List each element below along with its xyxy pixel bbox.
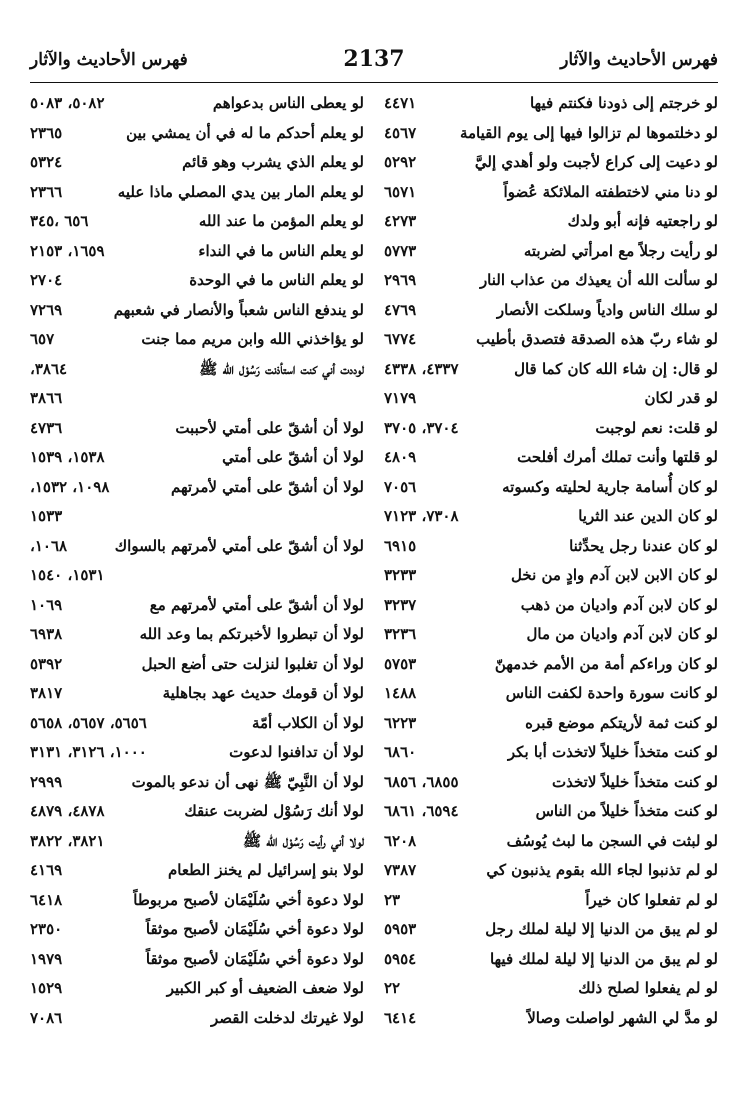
index-entry	[30, 149, 364, 179]
entry-refs: ٤٢٧٣	[384, 212, 417, 230]
index-entry	[30, 208, 364, 238]
entry-text: لو قال: إن شاء الله كان كما قال	[514, 359, 718, 378]
index-entry	[30, 267, 364, 297]
entry-refs: ٧٠٥٦	[384, 477, 417, 496]
entry-refs: ٦٨٦٠	[384, 743, 417, 761]
entry-text: لو كان وراءكم أمة من الأمم خدمهنّ	[494, 654, 718, 673]
entry-refs: ٥٠٨٢، ٥٠٨٣	[30, 94, 105, 112]
entry-text: لولا دعوة أخي سُلَيْمَان لأصبح موثقاً	[145, 920, 364, 938]
index-entry	[384, 769, 718, 799]
entry-refs: ٣٢٣٦	[384, 625, 417, 643]
entry-refs: ٣٨٦٤،	[30, 359, 68, 378]
entry-refs: ٢٣٦٥	[30, 123, 63, 142]
entry-refs: ٢٩٩٩	[30, 772, 63, 791]
entry-text: لو يعلم المؤمن ما عند الله	[198, 212, 364, 230]
entry-refs: ١٠٩٨، ١٥٣٢،	[30, 477, 110, 496]
entry-text: لو يعلم المار بين يدي المصلي ماذا عليه	[117, 182, 364, 201]
index-entry	[30, 238, 364, 268]
index-entry	[30, 1005, 364, 1035]
entry-refs: ١٦٥٩، ٢١٥٣	[30, 241, 105, 260]
index-entry	[30, 356, 364, 415]
entry-text: لو كان لابن آدم واديان من مال	[526, 625, 718, 643]
entry-refs: ٥٣٩٢	[30, 654, 63, 673]
index-entry	[30, 739, 364, 769]
index-entry	[384, 208, 718, 238]
entry-refs: ٢٣٦٦	[30, 182, 63, 201]
entry-refs: ٤٤٧١	[384, 94, 417, 112]
index-entry	[384, 179, 718, 209]
index-entry	[30, 120, 364, 150]
entry-text: لولا أن أشقّ على أمتي لأمرتهم بالسواك	[114, 536, 364, 555]
index-entry	[384, 149, 718, 179]
entry-refs: ٢٩٦٩	[384, 271, 417, 289]
entry-refs: ٤٨٧٨، ٤٨٧٩	[30, 802, 105, 820]
index-entry	[30, 533, 364, 592]
entry-text: لولا أنك رَسُوْل لضربت عنقك	[184, 802, 364, 820]
entry-text: لو لبثت في السجن ما لبث يُوسُف	[506, 831, 718, 850]
entry-refs: ٤٣٣٧، ٤٣٣٨	[384, 359, 459, 378]
entry-text: لو مدَّ لي الشهر لواصلت وصالاً	[527, 1008, 718, 1027]
header-left-title: فهرس الأحاديث والآثار	[30, 50, 188, 70]
entry-text: لو رأيت رجلاً مع امرأتي لضربته	[523, 241, 718, 260]
entry-refs: ٢٧٠٤	[30, 271, 63, 289]
entry-refs: ٥٩٥٣	[384, 920, 417, 938]
entry-refs-continued: ١٥٣٣	[30, 506, 63, 525]
index-entry	[384, 798, 718, 828]
entry-refs: ٣٨٢١، ٣٨٢٢	[30, 831, 105, 850]
entry-text: لو دنا مني لاختطفته الملائكة عُضواً	[503, 182, 718, 201]
entry-refs: ٣٢٣٣	[384, 566, 417, 584]
index-entry	[30, 444, 364, 474]
entry-text: لو خرجتم إلى ذودنا فكنتم فيها	[529, 94, 718, 112]
entry-refs: ٦٥٧١	[384, 182, 417, 201]
entry-refs: ١٠٦٨،	[30, 536, 68, 555]
entry-refs: ٦٥٧	[30, 330, 55, 348]
entry-refs: ٦٨٥٥، ٦٨٥٦	[384, 772, 459, 791]
entry-refs: ٦٤١٤	[384, 1008, 417, 1027]
index-entry	[30, 946, 364, 976]
entry-refs: ٥٩٥٤	[384, 949, 417, 968]
entry-refs: ٣٢٣٧	[384, 595, 417, 614]
entry-refs: ٦٢٢٣	[384, 713, 417, 732]
left-column	[30, 90, 364, 1034]
entry-text: لو يؤاخذني الله وابن مريم مما جنت	[141, 330, 364, 348]
entry-refs: ١٠٠٠، ٣١٢٦، ٣١٣١	[30, 743, 147, 761]
entry-text: لولا أن تغلبوا لنزلت حتى أضع الحبل	[141, 654, 364, 673]
index-entry	[384, 857, 718, 887]
entry-refs: ٥٧٥٣	[384, 654, 417, 673]
index-entry	[30, 798, 364, 828]
entry-text: لولا أن تدافنوا لدعوت	[229, 743, 364, 761]
entry-text: لو كنت ثمة لأريتكم موضع قبره	[525, 713, 718, 732]
entry-text: لو لم يبق من الدنيا إلا ليلة لملك فيها	[489, 949, 718, 968]
entry-text: لو لم يبق من الدنيا إلا ليلة لملك رجل	[485, 920, 718, 938]
entry-text: لو كنت متخذاً خليلاً لاتخذت أبا بكر	[507, 743, 718, 761]
entry-refs: ٦٥٦ ،٣٤٥	[30, 212, 89, 230]
entry-text: لولا أن تبطروا لأخبرتكم بما وعد الله	[139, 625, 364, 643]
index-entry	[384, 267, 718, 297]
index-entry	[30, 592, 364, 622]
index-entry	[30, 916, 364, 946]
entry-text: لو كان الدين عند الثريا	[578, 507, 718, 525]
entry-refs: ٧١٧٩	[384, 389, 417, 407]
entry-text: لو كنت متخذاً خليلاً لاتخذت	[551, 772, 718, 791]
index-entry	[384, 474, 718, 504]
entry-refs: ٤٥٦٧	[384, 123, 417, 142]
entry-text: لولا بنو إسرائيل لم يخنز الطعام	[167, 861, 364, 879]
index-entry	[30, 326, 364, 356]
entry-text: لو يعلم الذي يشرب وهو قائم	[182, 153, 364, 171]
entry-refs: ٢٢	[384, 979, 401, 997]
index-entry	[384, 90, 718, 120]
entry-refs: ٦٤١٨	[30, 890, 63, 909]
entry-text: لو كانت سورة واحدة لكفت الناس	[505, 684, 718, 702]
entry-text: لو يعلم أحدكم ما له في أن يمشي بين	[126, 123, 364, 142]
entry-text: لولا أن أشقّ على أمتي لأمرتهم	[170, 477, 364, 496]
entry-text: لو كنت متخذاً خليلاً من الناس	[535, 802, 718, 820]
index-entry	[30, 680, 364, 710]
entry-text: لو يعطى الناس بدعواهم	[212, 94, 364, 112]
index-entry	[384, 592, 718, 622]
entry-text: لولا أن قومك حديث عهد بجاهلية	[162, 684, 364, 702]
entry-refs: ١٤٨٨	[384, 684, 417, 702]
entry-text: لو يندفع الناس شعباً والأنصار في شعبهم	[113, 300, 364, 319]
entry-text: لولا دعوة أخي سُلَيْمَان لأصبح موثقاً	[145, 949, 364, 968]
index-entry	[384, 946, 718, 976]
entry-text: لولا أني رأيت رَسُوْل الله ﷺ	[242, 831, 364, 850]
index-entry	[384, 710, 718, 740]
entry-refs: ٥٣٢٤	[30, 153, 63, 171]
index-entry	[30, 415, 364, 445]
index-entry	[384, 887, 718, 917]
index-entry	[30, 621, 364, 651]
index-entry	[30, 297, 364, 327]
entry-text: لو راجعتيه فإنه أبو ولدك	[567, 212, 718, 230]
entry-text: لوددت أني كنت استأذنت رَسُوْل الله ﷺ	[199, 359, 364, 378]
index-entry	[384, 120, 718, 150]
entry-text: لولا أن أشقّ على أمتي	[222, 448, 364, 466]
entry-text: لو لم تفعلوا كان خيراً	[585, 890, 718, 909]
entry-text: لو كان عندنا رجل يحدِّثنا	[569, 536, 718, 555]
entry-refs: ٤٧٣٦	[30, 418, 63, 437]
entry-text: لولا أن أشقّ على أمتي لأمرتهم مع	[149, 595, 364, 614]
entry-text: لو قدر لكان	[644, 389, 718, 407]
index-entry	[384, 297, 718, 327]
entry-text: لولا ضعف الضعيف أو كبر الكبير	[166, 979, 364, 997]
index-entry	[384, 916, 718, 946]
index-entry	[30, 179, 364, 209]
entry-refs: ٤٧٦٩	[384, 300, 417, 319]
entry-text: لو قلتها وأنت تملك أمرك أفلحت	[517, 448, 718, 466]
index-entry	[384, 828, 718, 858]
index-entry	[384, 621, 718, 651]
index-entry	[384, 975, 718, 1005]
index-entry	[30, 90, 364, 120]
index-entry	[384, 356, 718, 386]
index-entry	[30, 769, 364, 799]
entry-refs: ٤٨٠٩	[384, 448, 417, 466]
index-entry	[384, 1005, 718, 1035]
entry-text: لو كان الابن لابن آدم وادٍ من نخل	[511, 566, 718, 584]
entry-refs: ٧٢٦٩	[30, 300, 63, 319]
entry-text: لو دعيت إلى كراع لأجبت ولو أهدي إليَّ	[474, 153, 718, 171]
index-entry	[384, 444, 718, 474]
entry-refs: ١٩٧٩	[30, 949, 63, 968]
entry-text: لو شاء ربّ هذه الصدقة فتصدق بأطيب	[476, 330, 718, 348]
entry-refs: ٥٧٧٣	[384, 241, 417, 260]
entry-refs: ٥٦٥٦، ٥٦٥٧، ٥٦٥٨	[30, 713, 147, 732]
entry-refs: ٤١٦٩	[30, 861, 63, 879]
entry-refs: ١٥٢٩	[30, 979, 63, 997]
entry-text: لولا دعوة أخي سُلَيْمَان لأصبح مربوطاً	[133, 890, 364, 909]
entry-refs: ١٥٣٨، ١٥٣٩	[30, 448, 105, 466]
index-entry	[384, 385, 718, 415]
entry-refs: ٦٩٣٨	[30, 625, 63, 643]
index-entry	[30, 710, 364, 740]
index-entry	[384, 651, 718, 681]
entry-refs-continued: ٣٨٦٦	[30, 388, 63, 407]
entry-text: لولا أن النَّبِيّ ﷺ نهى أن ندعو بالموت	[131, 772, 364, 791]
entry-text: لولا أن أشقّ على أمتي لأحببت	[175, 418, 364, 437]
index-entry	[384, 562, 718, 592]
entry-text: لولا أن الكلاب أمّة	[251, 713, 364, 732]
entry-refs: ٥٢٩٢	[384, 153, 417, 171]
entry-refs: ٢٣	[384, 890, 401, 909]
entry-refs: ٧٣٠٨، ٧١٢٣	[384, 507, 459, 525]
index-entry	[384, 533, 718, 563]
index-entry	[384, 415, 718, 445]
index-entry	[384, 739, 718, 769]
entry-refs: ٦٧٧٤	[384, 330, 417, 348]
entry-refs: ٦٥٩٤، ٦٨٦١	[384, 802, 459, 820]
entry-text: لو سلك الناس وادياً وسلكت الأنصار	[496, 300, 718, 319]
index-entry	[30, 474, 364, 533]
index-entry	[30, 887, 364, 917]
entry-refs: ٧٠٨٦	[30, 1008, 63, 1027]
entry-text: لو دخلتموها لم تزالوا فيها إلى يوم القيامة	[459, 123, 718, 142]
entry-text: لو يعلم الناس ما في النداء	[198, 241, 364, 260]
entry-refs-continued: ١٥٣١، ١٥٤٠	[30, 565, 105, 584]
entry-text: لو يعلم الناس ما في الوحدة	[189, 271, 364, 289]
index-entry	[30, 975, 364, 1005]
entry-refs: ٢٣٥٠	[30, 920, 63, 938]
entry-text: لو قلت: نعم لوجبت	[595, 418, 718, 437]
entry-text: لو كان لابن آدم واديان من ذهب	[520, 595, 718, 614]
entry-text: لولا غيرتك لدخلت القصر	[210, 1008, 364, 1027]
entry-text: لو كان أُسامة جارية لحليته وكسوته	[502, 477, 718, 496]
right-column	[384, 90, 718, 1034]
entry-refs: ٧٣٨٧	[384, 861, 417, 879]
index-entry	[384, 680, 718, 710]
header-right-title: فهرس الأحاديث والآثار	[560, 50, 718, 70]
page-number: 2137	[343, 46, 405, 72]
index-entry	[30, 857, 364, 887]
entry-text: لو لم يفعلوا لصلح ذلك	[578, 979, 718, 997]
index-entry	[30, 651, 364, 681]
entry-refs: ٦٩١٥	[384, 536, 417, 555]
entry-text: لو سألت الله أن يعيذك من عذاب النار	[479, 271, 718, 289]
index-entry	[384, 238, 718, 268]
entry-refs: ١٠٦٩	[30, 595, 63, 614]
entry-refs: ٦٢٠٨	[384, 831, 417, 850]
entry-text: لو لم تذنبوا لجاء الله بقوم يذنبون كي	[486, 861, 718, 879]
entry-refs: ٣٧٠٤، ٣٧٠٥	[384, 418, 459, 437]
index-entry	[384, 503, 718, 533]
entry-refs: ٣٨١٧	[30, 684, 63, 702]
page-header	[30, 48, 718, 83]
index-entry	[30, 828, 364, 858]
index-entry	[384, 326, 718, 356]
